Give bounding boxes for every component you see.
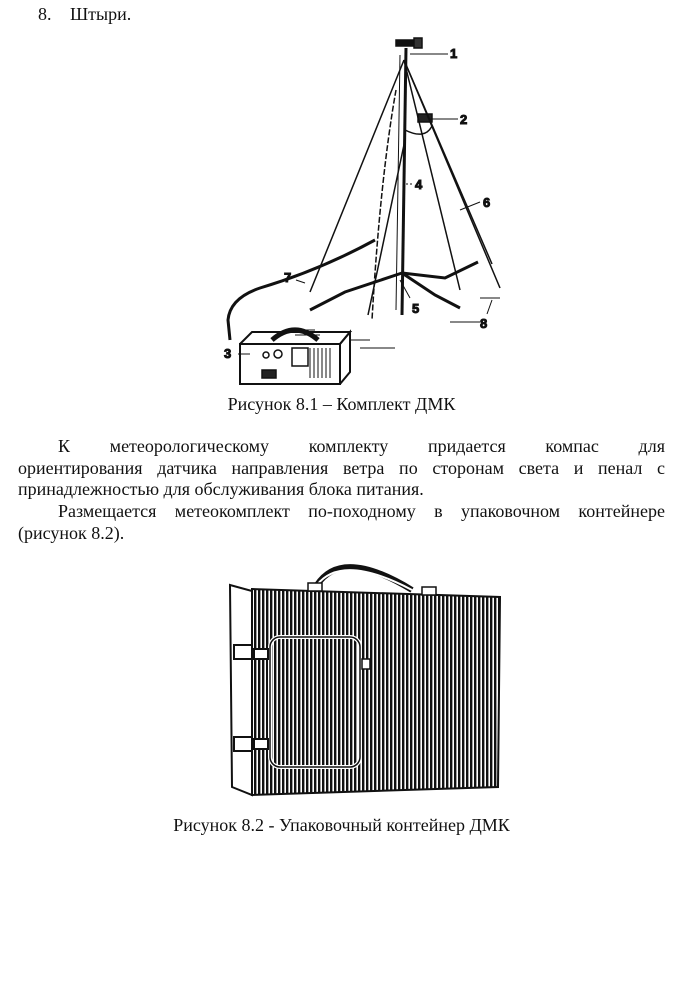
figure-dmk-kit (200, 30, 520, 385)
callout-3: 3 (224, 346, 232, 361)
word: компас (545, 436, 599, 456)
list-item-8 (38, 4, 131, 25)
paragraph-2-text: Размещается метеокомплект по-походному в упаковочном контейнере (рисунок 8.2). (18, 501, 665, 543)
paragraph-2 (18, 501, 665, 544)
figure-1-caption: Рисунок 8.1 – Комплект ДМК (227, 394, 456, 414)
container-front (252, 589, 500, 795)
paragraph-1 (18, 436, 665, 501)
list-item-number: 8. (38, 4, 52, 24)
latch (254, 739, 268, 749)
callout-2: 2 (460, 112, 468, 127)
callout-8: 8 (480, 316, 488, 331)
callout-1: 1 (450, 46, 458, 61)
callout-5: 5 (412, 301, 420, 316)
container-handle (317, 567, 412, 590)
guy-wire (310, 60, 404, 292)
callout-6: 6 (483, 195, 491, 210)
figure-2-caption: Рисунок 8.2 - Упаковочный контейнер ДМК (173, 815, 510, 835)
word: К (58, 436, 71, 456)
word: комплекту (308, 436, 389, 456)
list-item-text: Штыри. (70, 4, 132, 24)
paragraph-1-first-line (18, 436, 665, 458)
power-unit (240, 330, 350, 384)
tripod-leg (310, 273, 402, 310)
callout-7: 7 (284, 270, 292, 285)
word: придается (427, 436, 506, 456)
figure-packing-container (222, 555, 502, 800)
container-side (230, 585, 252, 795)
paragraph-1-rest: ориентирования датчика направления ветра по сторонам света и пенал с принадлежностью для обслуживания блока питания. (18, 457, 665, 499)
latch (254, 649, 268, 659)
callout-4: 4 (415, 177, 423, 192)
word: метеорологическому (109, 436, 270, 456)
word: для (638, 436, 665, 456)
